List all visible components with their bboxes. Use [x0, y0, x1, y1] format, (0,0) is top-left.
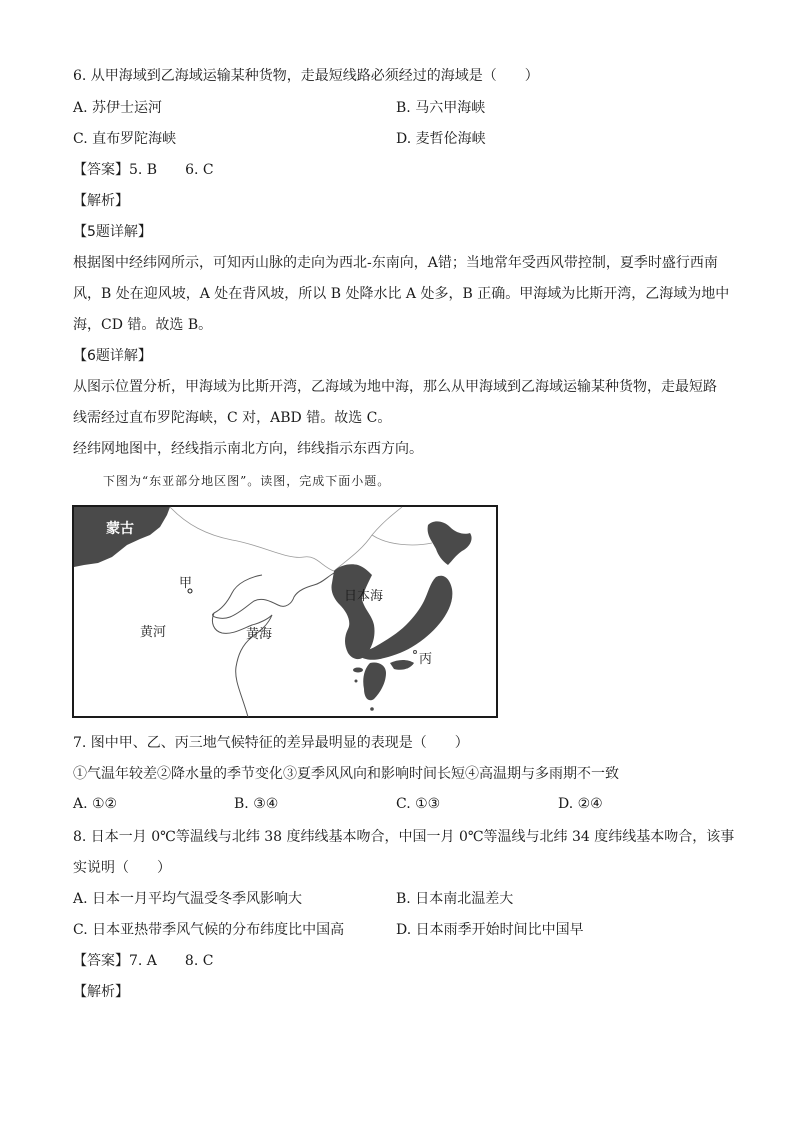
- analysis-tag-1: 【解析】: [73, 193, 129, 209]
- answer-tag: 【答案】: [73, 953, 129, 969]
- detail-6-line-2: 线需经过直布罗陀海峡，C 对，ABD 错。故选 C。: [73, 410, 392, 426]
- detail-6-line-1: 从图示位置分析，甲海域为比斯开湾，乙海域为地中海，那么从甲海域到乙海域运输某种货物，走最短路: [73, 379, 717, 395]
- q8-option-d: D. 日本雨季开始时间比中国早: [396, 922, 584, 938]
- analysis-tag-2: 【解析】: [73, 984, 129, 1000]
- east-asia-map: [72, 505, 498, 718]
- east-asia-map-svg: [72, 505, 498, 718]
- huanghe-label: 黄河: [140, 625, 167, 640]
- q7-option-c: C. ①③: [396, 796, 441, 812]
- jia-label: 甲: [179, 576, 193, 591]
- small-island: [370, 707, 374, 711]
- q6-option-a: A. 苏伊士运河: [73, 100, 163, 116]
- yi-point: [301, 615, 304, 618]
- question-8-stem-1: 8. 日本一月 0℃等温线与北纬 38 度纬线基本吻合，中国一月 0℃等温线与北纬 34 度纬线基本吻合，该事: [73, 829, 735, 845]
- detail-5-line-2: 风，B 处在迎风坡，A 处在背风坡，所以 B 处降水比 A 处多，B 正确。甲海域为比斯开湾，乙海域为地中: [73, 286, 730, 302]
- q6-option-c: C. 直布罗陀海峡: [73, 131, 177, 147]
- answer-tag: 【答案】: [73, 162, 129, 178]
- answer-block-2: [73, 951, 213, 971]
- detail-5-tag: 【5题详解】: [73, 224, 152, 240]
- detail-5-line-1: 根据图中经纬网所示，可知丙山脉的走向为西北-东南向，A错；当地常年受西风带控制，夏季时盛行西南: [73, 255, 718, 271]
- q8-option-b: B. 日本南北温差大: [396, 891, 514, 907]
- answer-text: 7. A 8. C: [129, 953, 214, 969]
- q7-option-a: A. ①②: [73, 796, 118, 812]
- question-7-stem: 7. 图中甲、乙、丙三地气候特征的差异最明显的表现是（ ）: [73, 735, 469, 751]
- q8-option-c: C. 日本亚热带季风气候的分布纬度比中国高: [73, 922, 345, 938]
- yi-label: 乙: [291, 624, 307, 642]
- small-island: [355, 680, 358, 683]
- question-6-stem: 6. 从甲海域到乙海域运输某种货物，走最短线路必须经过的海域是（ ）: [73, 68, 539, 84]
- huanghai-label: 黄海: [246, 627, 273, 642]
- map-caption: 下图为“东亚部分地区图”。读图，完成下面小题。: [103, 474, 391, 488]
- q6-option-d: D. 麦哲伦海峡: [396, 131, 486, 147]
- detail-6-tag: 【6题详解】: [73, 348, 152, 364]
- bing-point: [414, 651, 417, 654]
- jeju-island: [353, 668, 363, 673]
- bing-label: 丙: [419, 652, 433, 667]
- answer-text: 5. B 6. C: [129, 162, 214, 178]
- mongolia-label: 蒙古: [106, 521, 134, 537]
- question-8-stem-2: 实说明（ ）: [73, 860, 171, 876]
- q6-option-b: B. 马六甲海峡: [396, 100, 486, 116]
- q7-option-d: D. ②④: [558, 796, 603, 812]
- answer-block-1: [73, 160, 214, 180]
- q7-option-b: B. ③④: [234, 796, 279, 812]
- question-7-items: ①气温年较差②降水量的季节变化③夏季风风向和影响时间长短④高温期与多雨期不一致: [73, 766, 619, 782]
- detail-5-line-3: 海，CD 错。故选 B。: [73, 317, 213, 333]
- detail-6-line-3: 经纬网地图中，经线指示南北方向，纬线指示东西方向。: [73, 441, 423, 457]
- riben-hai-label: 日本海: [344, 589, 384, 604]
- q8-option-a: A. 日本一月平均气温受冬季风影响大: [73, 891, 303, 907]
